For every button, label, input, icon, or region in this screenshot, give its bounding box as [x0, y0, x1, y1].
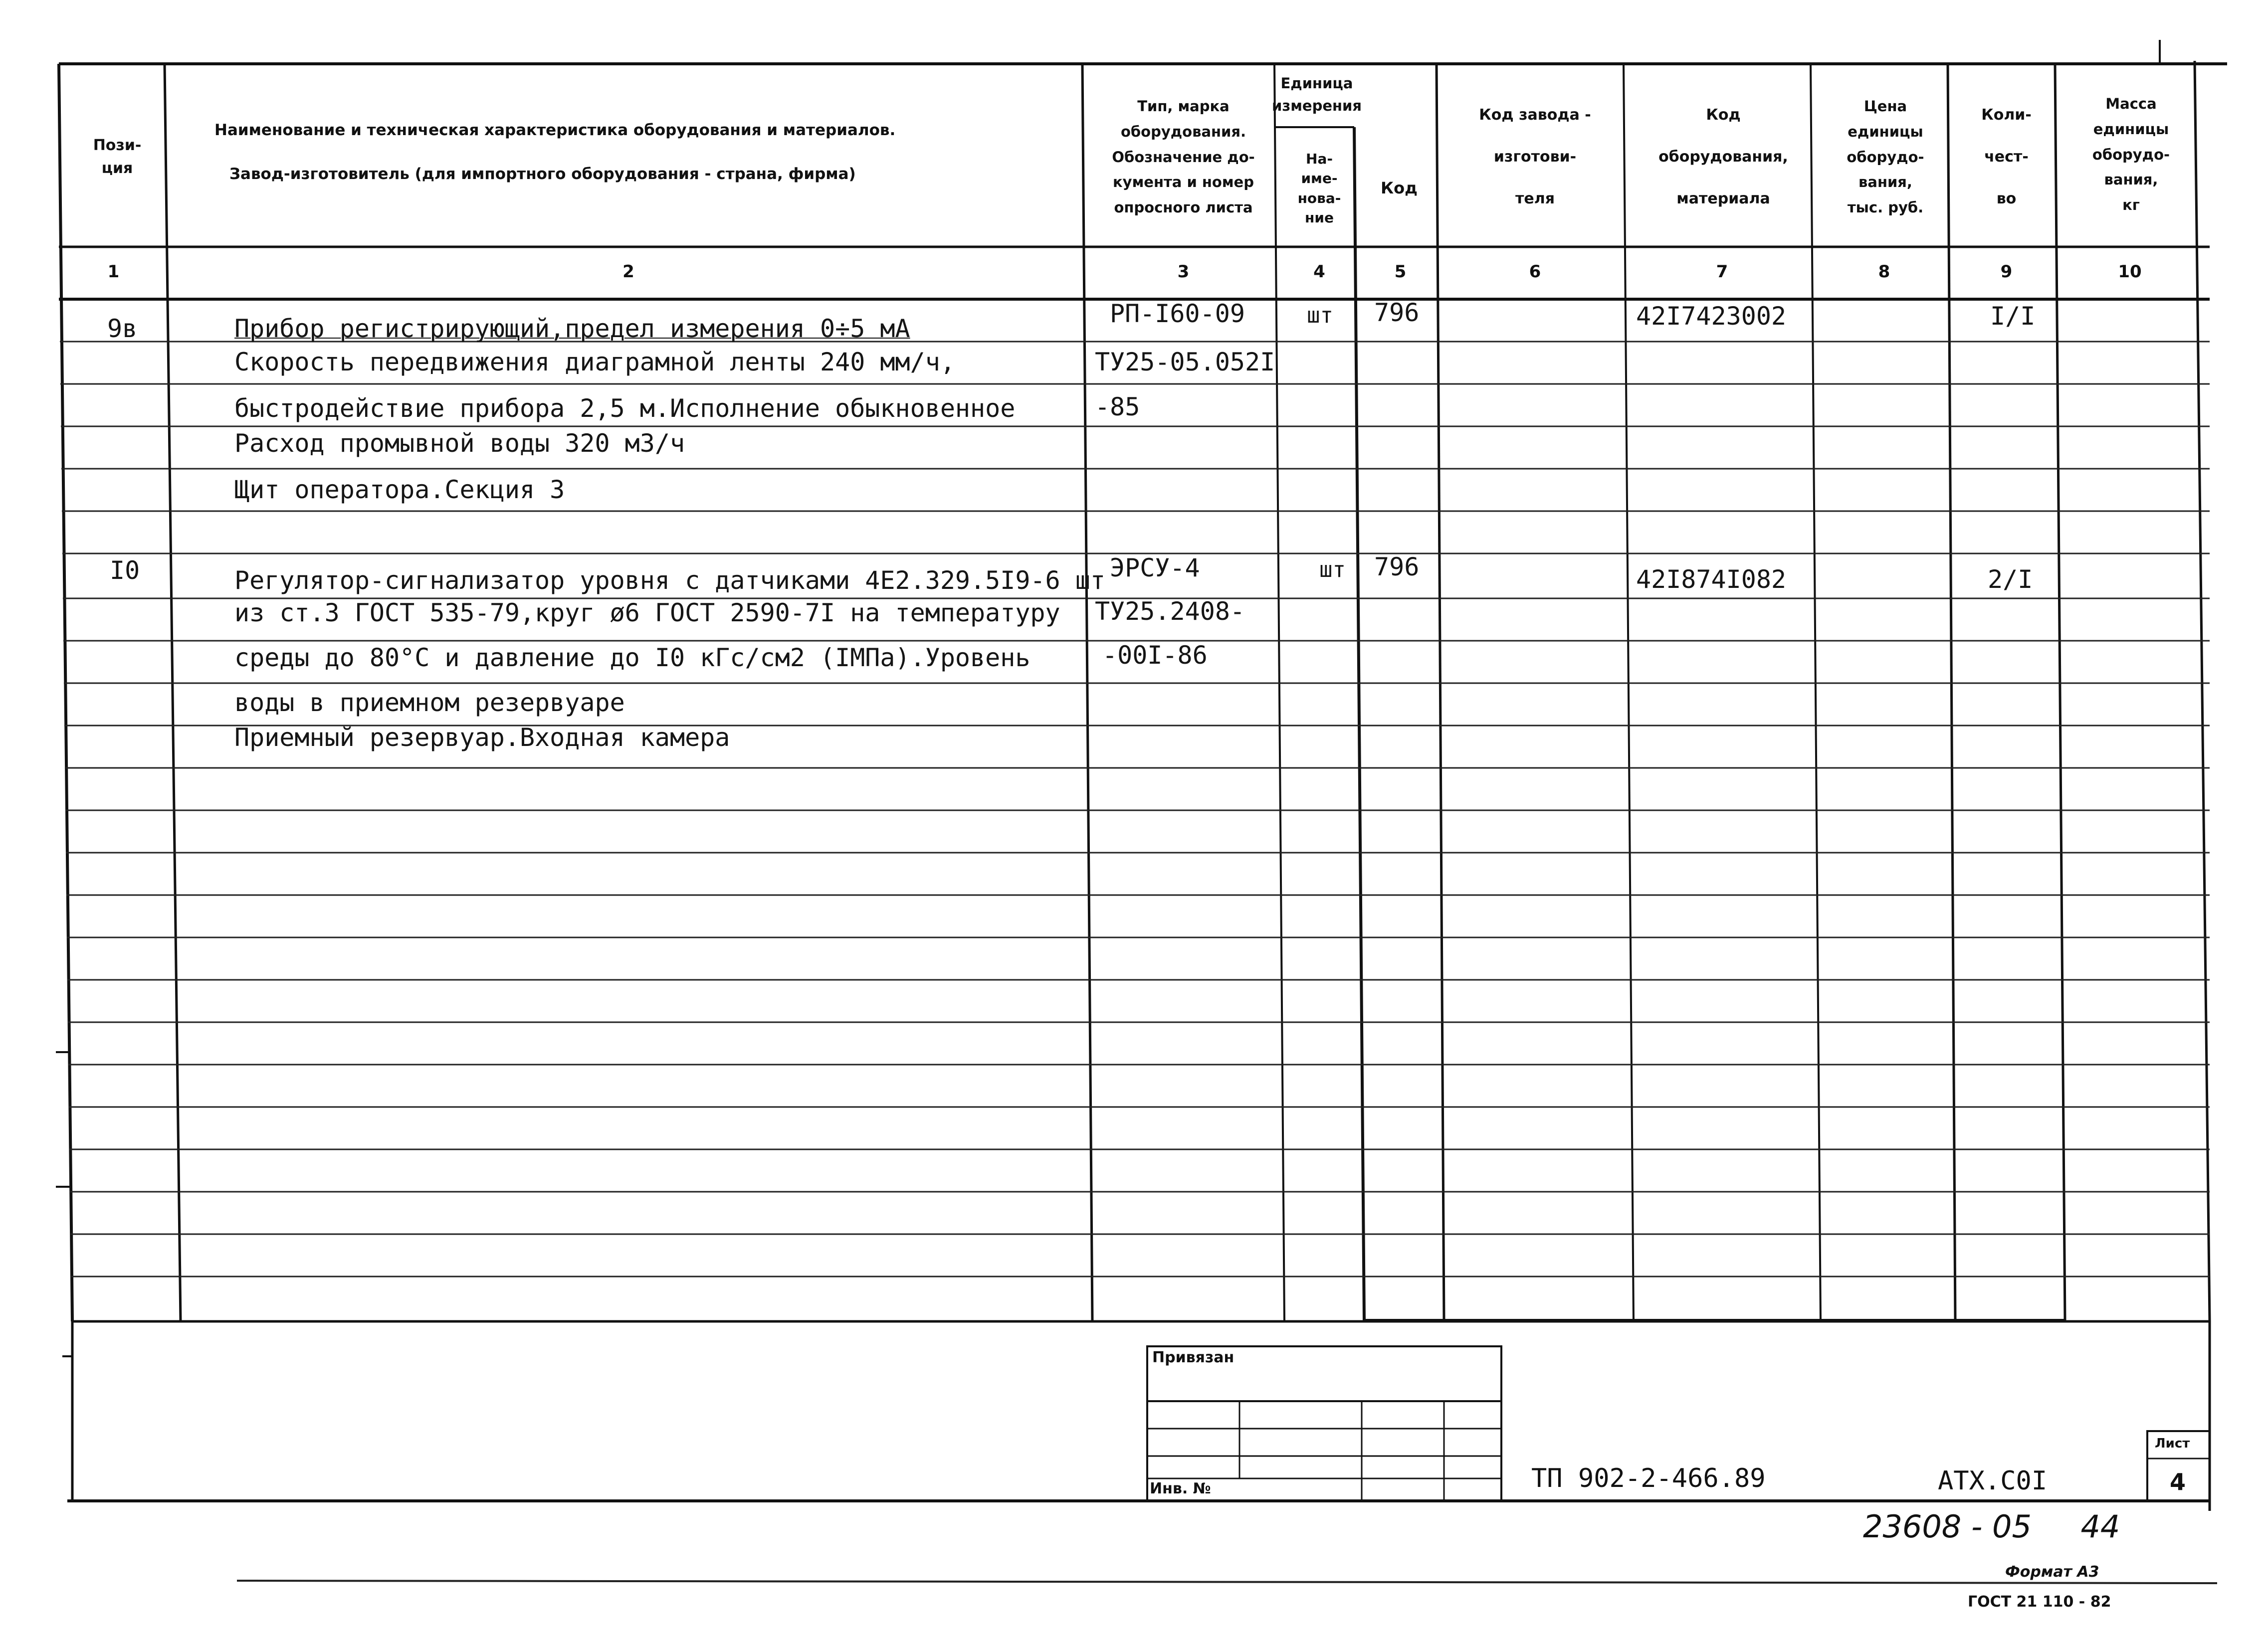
- header-price-line3: оборудо-: [1847, 148, 1924, 166]
- row-type: -85: [1095, 392, 1140, 421]
- row-description: Прибор регистрирующий,предел измерения 0÷5 мА: [234, 314, 910, 343]
- header-type: [1087, 70, 1279, 244]
- sheet-label: Лист: [2155, 1436, 2190, 1451]
- header-factory-line3: теля: [1515, 190, 1555, 207]
- row-unit-code: 796: [1374, 552, 1420, 581]
- col-number-4: 4: [1313, 262, 1325, 282]
- stamp-attached-label: Привязан: [1152, 1349, 1235, 1366]
- header-unit-title: [1272, 65, 1362, 125]
- sheet-number: 4: [2170, 1468, 2186, 1495]
- header-unit-code: [1359, 132, 1439, 244]
- row-description: Скорость передвижения диаграмной ленты 240 мм/ч,: [234, 348, 955, 376]
- header-mass-line2: единицы: [2093, 120, 2169, 138]
- header-factory-line1: Код завода -: [1479, 106, 1591, 124]
- row-description: Расход промывной воды 320 м3/ч: [234, 429, 685, 458]
- row-description: Щит оператора.Секция 3: [234, 475, 565, 504]
- header-quantity: [1953, 75, 2060, 239]
- header-mass: [2062, 70, 2200, 239]
- header-mass-line3: оборудо-: [2092, 146, 2170, 163]
- header-price-line1: Цена: [1863, 98, 1907, 115]
- header-description: [180, 92, 1082, 212]
- row-quantity: I/I: [1990, 302, 2036, 331]
- header-unit-line2: измерения: [1272, 97, 1362, 114]
- row-description: Регулятор-сигнализатор уровня с датчиками 4Е2.329.5I9-6 шт: [234, 566, 1105, 595]
- row-position: 9в: [107, 314, 138, 343]
- header-unit-line1: Единица: [1280, 75, 1353, 92]
- header-factory-code: [1442, 75, 1629, 239]
- header-description-line1: Наименование и техническая характеристика оборудования и материалов.: [214, 121, 896, 139]
- row-type: ЭРСУ-4: [1110, 553, 1200, 582]
- row-type: РП-I60-09: [1110, 299, 1245, 328]
- header-unit-name-line2: име-: [1301, 170, 1338, 187]
- row-type: -00I-86: [1102, 641, 1208, 670]
- col-number-3: 3: [1177, 262, 1190, 282]
- header-type-line3: Обозначение до-: [1112, 148, 1255, 166]
- col-number-5: 5: [1394, 262, 1407, 282]
- header-quantity-line2: чест-: [1984, 148, 2029, 166]
- document-number: ТП 902-2-466.89: [1531, 1464, 1766, 1493]
- header-unit-name-line1: На-: [1306, 151, 1333, 168]
- col-number-2: 2: [622, 262, 634, 282]
- header-price-line2: единицы: [1848, 123, 1923, 140]
- row-description: из ст.3 ГОСТ 535-79,круг ø6 ГОСТ 2590-7I на температуру: [234, 598, 1060, 627]
- header-mass-line5: кг: [2122, 196, 2140, 214]
- format-label: Формат А3: [2005, 1563, 2099, 1581]
- row-description: быстродействие прибора 2,5 м.Исполнение обыкновенное: [234, 394, 1016, 423]
- header-price-line4: вания,: [1858, 174, 1912, 191]
- col-number-8: 8: [1878, 262, 1890, 282]
- header-unit-name-line4: ние: [1305, 209, 1334, 226]
- row-type: ТУ25-05.052I: [1095, 348, 1275, 376]
- row-quantity: 2/I: [1988, 565, 2033, 594]
- row-unit: шт: [1319, 557, 1346, 582]
- header-type-line2: оборудования.: [1120, 123, 1246, 140]
- row-type: ТУ25.2408-: [1095, 597, 1245, 626]
- document-code: АТХ.С0I: [1938, 1466, 2048, 1496]
- handwritten-inventory-number: 23608 - 05 44: [1863, 1508, 2120, 1545]
- header-position: [70, 100, 165, 214]
- stamp-inventory-label: Инв. №: [1150, 1480, 1211, 1497]
- header-equipment-line2: оборудования,: [1658, 148, 1788, 166]
- col-number-7: 7: [1716, 262, 1728, 282]
- row-unit: шт: [1307, 303, 1333, 328]
- header-equipment-line1: Код: [1706, 106, 1741, 124]
- header-mass-line4: вания,: [2104, 171, 2158, 188]
- row-unit-code: 796: [1374, 298, 1420, 327]
- col-number-1: 1: [107, 262, 120, 282]
- header-type-line1: Тип, марка: [1137, 98, 1230, 115]
- row-description: Приемный резервуар.Входная камера: [234, 723, 730, 752]
- header-unit-name: [1282, 132, 1357, 244]
- header-price: [1818, 75, 1953, 239]
- header-equipment-code: [1631, 75, 1816, 239]
- col-number-10: 10: [2118, 262, 2142, 282]
- header-unit-name-line3: нова-: [1297, 189, 1341, 206]
- gost-label: ГОСТ 21 110 - 82: [1968, 1593, 2111, 1611]
- col-number-6: 6: [1529, 262, 1541, 282]
- header-type-line4: кумента и номер: [1113, 174, 1254, 191]
- header-mass-line1: Масса: [2105, 95, 2157, 113]
- row-equipment-code: 42I7423002: [1636, 302, 1787, 331]
- header-type-line5: опросного листа: [1114, 199, 1253, 216]
- header-quantity-line3: во: [1996, 190, 2017, 207]
- header-price-line5: тыс. руб.: [1847, 199, 1924, 216]
- header-equipment-line3: материала: [1676, 190, 1770, 207]
- header-description-line2: Завод-изготовитель (для импортного оборудования - страна, фирма): [229, 165, 856, 183]
- row-equipment-code: 42I874I082: [1636, 565, 1787, 594]
- header-position-label: Пози- ция: [93, 136, 142, 177]
- row-description: среды до 80°С и давление до I0 кГс/см2 (IМПа).Уровень: [234, 643, 1031, 672]
- col-number-9: 9: [2000, 262, 2013, 282]
- row-description: воды в приемном резервуаре: [234, 688, 625, 717]
- row-position: I0: [110, 556, 140, 585]
- header-unit-code-label: Код: [1381, 178, 1418, 197]
- header-factory-line2: изготови-: [1493, 148, 1577, 166]
- header-quantity-line1: Коли-: [1981, 106, 2032, 124]
